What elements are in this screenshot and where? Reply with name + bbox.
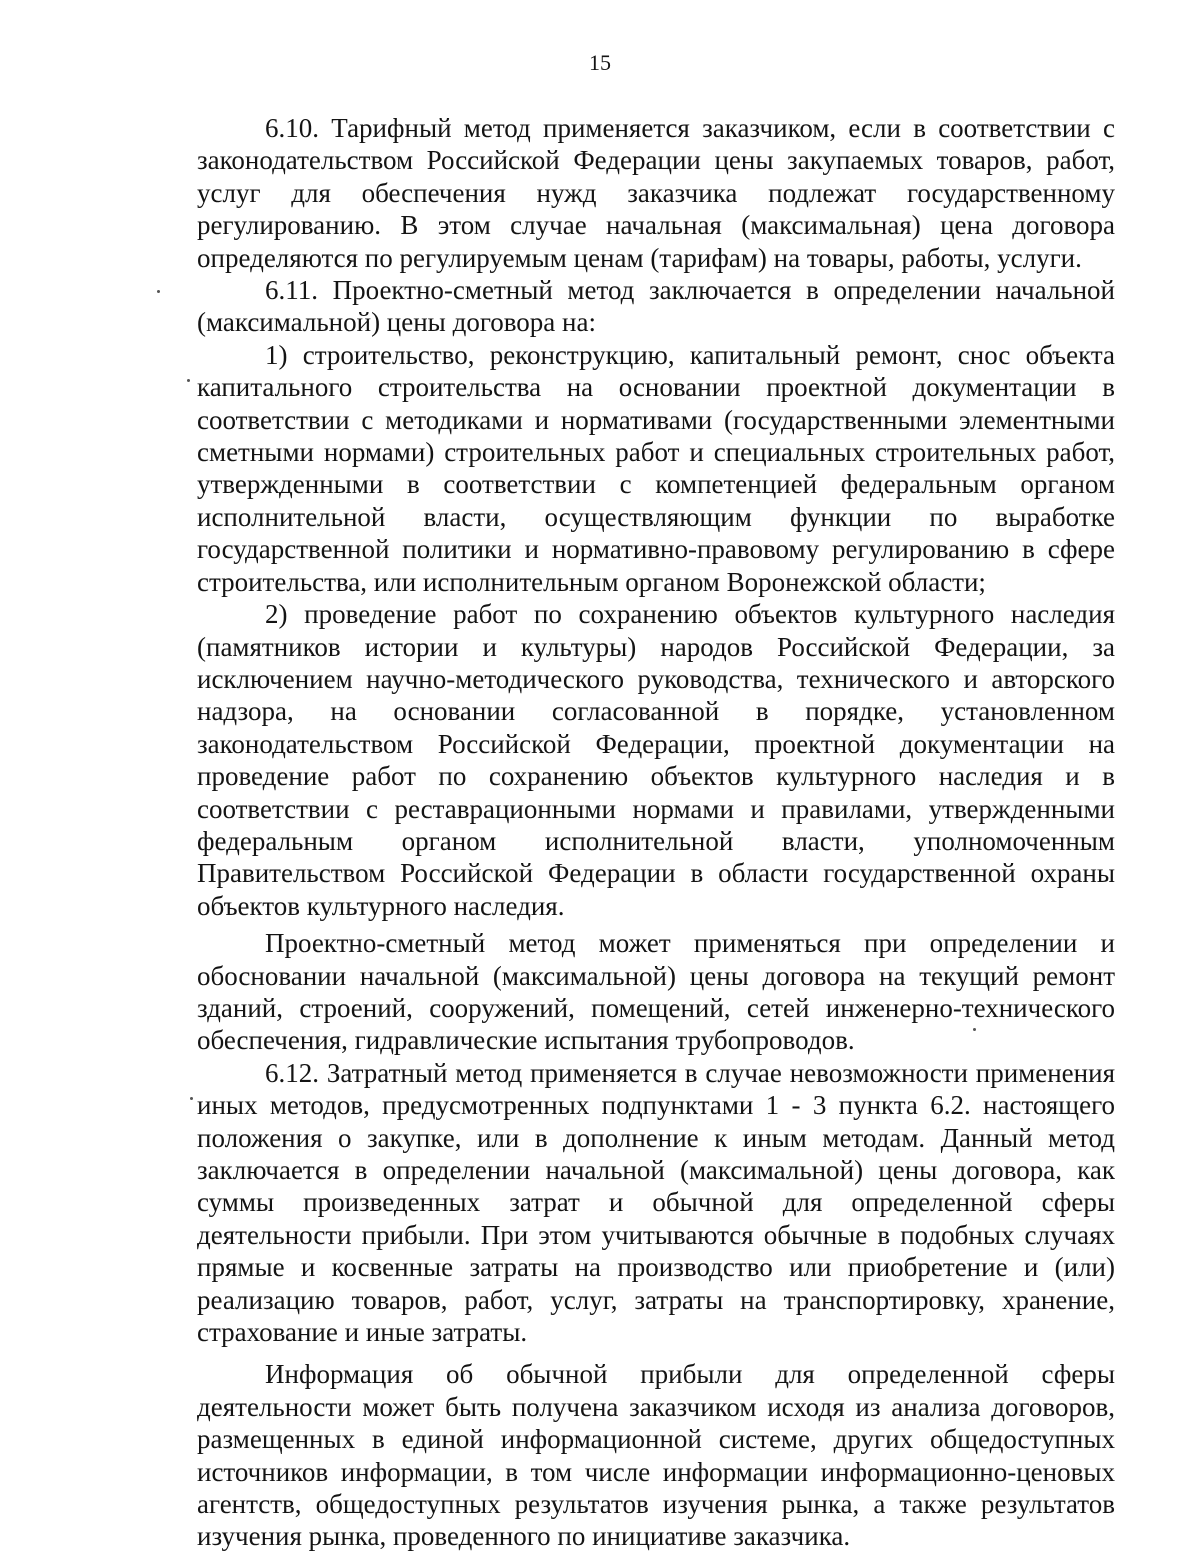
paragraph-profit-information: Информация об обычной прибыли для определенной сферы деятельности может быть получена заказчиком исходя из анализа договоров, размещенных в единой информационной системе, других общедоступных источников информации, в том числе информации информационно-ценовых агентств, общедоступных результатов изучения рынка, а также результатов изучения рынка, проведенного по инициативе заказчика. [197,1359,1115,1552]
list-item-1-construction: 1) строительство, реконструкцию, капитальный ремонт, снос объекта капитального строительства на основании проектной документации в соответствии с методиками и нормативами (государственными элементными сметными нормами) строительных работ и специальных строительных работ, утвержденными в соответствии с компетенцией федеральным органом исполнительной власти, осуществляющим функции по выработке государственной политики и нормативно-правовому регулированию в сфере строительства, или исполнительным органом Воронежской области; [197,339,1115,597]
document-body [197,112,1115,1553]
paragraph-design-estimate-current-repair: Проектно-сметный метод может применяться при определении и обосновании начальной (максимальной) цены договора на текущий ремонт зданий, строений, сооружений, помещений, сетей инженерно-технического обеспечения, гидравлические испытания трубопроводов. [197,928,1115,1056]
paragraph-6-12-cost-method: 6.12. Затратный метод применяется в случае невозможности применения иных методов, предусмотренных подпунктами 1 - 3 пункта 6.2. настоящего положения о закупке, или в дополнение к иным методам. Данный метод заключается в определении начальной (максимальной) цены договора, как суммы произведенных затрат и обычной для определенной сферы деятельности прибыли. При этом учитываются обычные в подобных случаях прямые и косвенные затраты на производство или приобретение и (или) реализацию товаров, работ, услуг, затраты на транспортировку, хранение, страхование и иные затраты. [197,1057,1115,1348]
scan-speck [973,1028,976,1031]
paragraph-6-11-design-estimate-method: 6.11. Проектно-сметный метод заключается в определении начальной (максимальной) цены договора на: [197,275,1115,338]
paragraph-6-10-tariff-method: 6.10. Тарифный метод применяется заказчиком, если в соответствии с законодательством Российской Федерации цены закупаемых товаров, работ, услуг для обеспечения нужд заказчика подлежат государственному регулированию. В этом случае начальная (максимальная) цена договора определяются по регулируемым ценам (тарифам) на товары, работы, услуги. [197,113,1115,273]
list-item-2-cultural-heritage: 2) проведение работ по сохранению объектов культурного наследия (памятников истории и культуры) народов Российской Федерации, за исключением научно-методического руководства, технического и авторского надзора, на основании согласованной в порядке, установленном законодательством Российской Федерации, проектной документации на проведение работ по сохранению объектов культурного наследия и в соответствии с реставрационными нормами и правилами, утвержденными федеральным органом исполнительной власти, уполномоченным Правительством Российской Федерации в области государственной охраны объектов культурного наследия. [197,599,1115,921]
scan-speck [190,1097,193,1100]
scan-speck [187,379,190,382]
page-number: 15 [589,50,611,75]
scan-speck [157,290,160,293]
